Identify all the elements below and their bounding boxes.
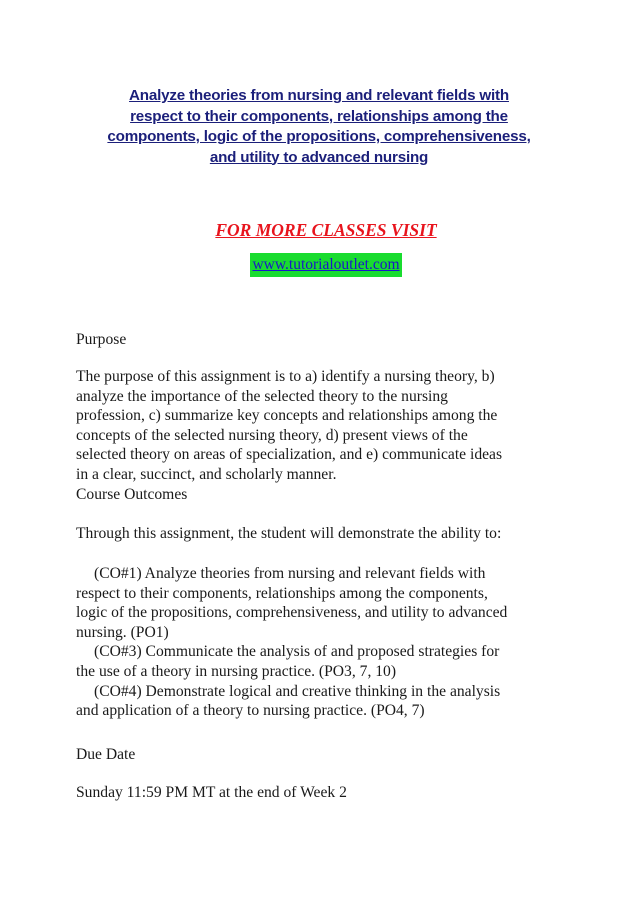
paragraph-line: The purpose of this assignment is to a) identify a nursing theory, b) [76, 368, 495, 385]
promo-link[interactable]: www.tutorialoutlet.com [250, 253, 401, 277]
promo-heading-row [0, 219, 638, 241]
section-heading: Due Date [76, 746, 136, 763]
outcome-line: (CO#3) Communicate the analysis of and proposed strategies for [94, 643, 500, 661]
outcome-line: (CO#4) Demonstrate logical and creative thinking in the analysis [94, 682, 501, 700]
outcomes-list [76, 564, 576, 721]
outcome-line: the use of a theory in nursing practice. (PO3, 7, 10) [76, 662, 397, 680]
paragraph-line: profession, c) summarize key concepts and relationships among the [76, 407, 498, 425]
due-date-heading [76, 745, 576, 765]
promo-link-row [0, 253, 638, 277]
paragraph-line: selected theory on areas of specialization, and e) communicate ideas [76, 446, 503, 464]
section-heading: Purpose [76, 331, 127, 348]
purpose-paragraph [76, 367, 576, 504]
title-line: Analyze theories from nursing and relevant fields with [129, 87, 509, 104]
title-line: components, logic of the propositions, comprehensiveness, [107, 128, 531, 145]
paragraph-line: analyze the importance of the selected theory to the nursing [76, 387, 448, 405]
outcome-line: (CO#1) Analyze theories from nursing and relevant fields with [94, 565, 486, 582]
title-line: respect to their components, relationships among the [130, 107, 508, 125]
outcome-line: respect to their components, relationships among the components, [76, 584, 488, 602]
paragraph-line: in a clear, succinct, and scholarly manner. [76, 465, 337, 483]
document-title [62, 86, 576, 168]
paragraph-line: concepts of the selected nursing theory, d) present views of the [76, 426, 468, 444]
section-heading: Course Outcomes [76, 485, 188, 503]
title-line: and utility to advanced nursing [209, 148, 429, 166]
outcome-line: and application of a theory to nursing practice. (PO4, 7) [76, 702, 425, 720]
promo-heading: FOR MORE CLASSES VISIT [215, 220, 437, 240]
outcome-line: nursing. (PO1) [76, 623, 169, 641]
due-date-text [76, 783, 576, 803]
purpose-heading [76, 330, 576, 350]
paragraph-line: Through this assignment, the student will demonstrate the ability to: [76, 525, 502, 542]
outcome-line: logic of the propositions, comprehensiveness, and utility to advanced [76, 604, 508, 622]
paragraph-line: Sunday 11:59 PM MT at the end of Week 2 [76, 784, 347, 801]
outcomes-intro [76, 524, 576, 544]
